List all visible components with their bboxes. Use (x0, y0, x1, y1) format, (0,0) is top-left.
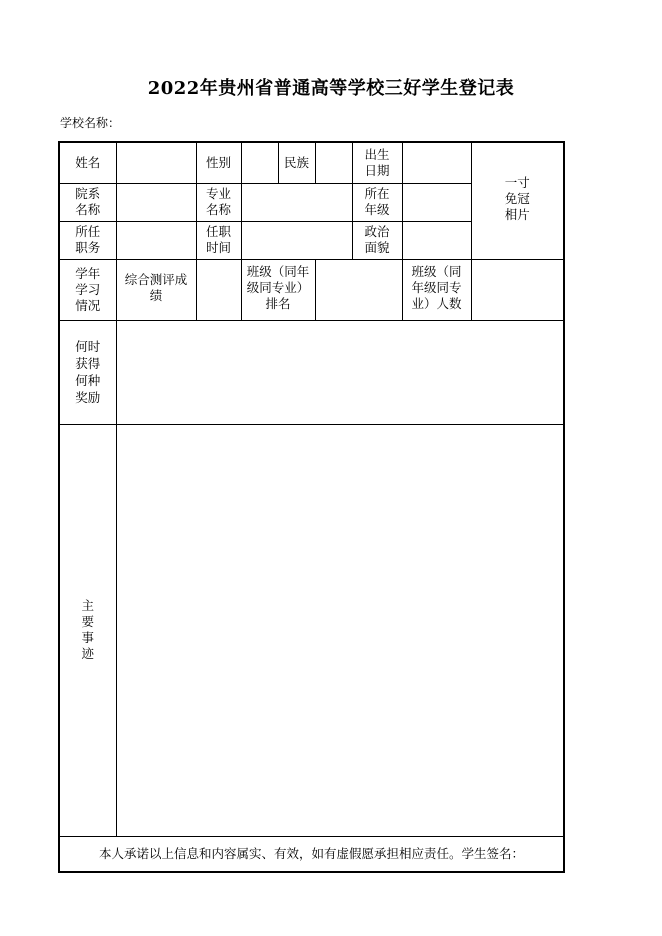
political-status-field[interactable] (402, 221, 471, 259)
registration-form (58, 141, 565, 873)
class-size-label: 班级（同 年级同专 业）人数 (402, 259, 471, 320)
class-size-field[interactable] (471, 259, 564, 320)
position-label: 所任 职务 (59, 221, 116, 259)
department-label: 院系 名称 (59, 183, 116, 221)
position-field[interactable] (116, 221, 196, 259)
term-label: 任职 时间 (196, 221, 241, 259)
birth-date-label: 出生 日期 (352, 142, 402, 183)
composite-score-field[interactable] (196, 259, 241, 320)
photo-box: 一寸 免冠 相片 (471, 142, 564, 259)
political-status-label: 政治 面貌 (352, 221, 402, 259)
term-field[interactable] (241, 221, 352, 259)
department-field[interactable] (116, 183, 196, 221)
gender-label: 性别 (196, 142, 241, 183)
class-rank-label: 班级（同年 级同专业） 排名 (241, 259, 315, 320)
ethnicity-field[interactable] (315, 142, 352, 183)
awards-label: 何时 获得 何种 奖励 (59, 320, 116, 424)
main-deeds-label: 主 要 事 迹 (59, 424, 116, 836)
grade-field[interactable] (402, 183, 471, 221)
ethnicity-label: 民族 (278, 142, 315, 183)
name-label: 姓名 (59, 142, 116, 183)
page-title: 2022年贵州省普通高等学校三好学生登记表 (147, 78, 515, 99)
awards-field[interactable] (116, 320, 564, 424)
main-deeds-field[interactable] (116, 424, 564, 836)
school-name-label: 学校名称： (60, 116, 121, 130)
major-field[interactable] (241, 183, 352, 221)
composite-score-label: 综合测评成 绩 (116, 259, 196, 320)
class-rank-field[interactable] (315, 259, 402, 320)
birth-date-field[interactable] (402, 142, 471, 183)
gender-field[interactable] (241, 142, 278, 183)
name-field[interactable] (116, 142, 196, 183)
major-label: 专业 名称 (196, 183, 241, 221)
study-situation-label: 学年 学习 情况 (59, 259, 116, 320)
grade-label: 所在 年级 (352, 183, 402, 221)
pledge-signature[interactable]: 本人承诺以上信息和内容属实、有效，如有虚假愿承担相应责任。学生签名： (59, 836, 564, 872)
